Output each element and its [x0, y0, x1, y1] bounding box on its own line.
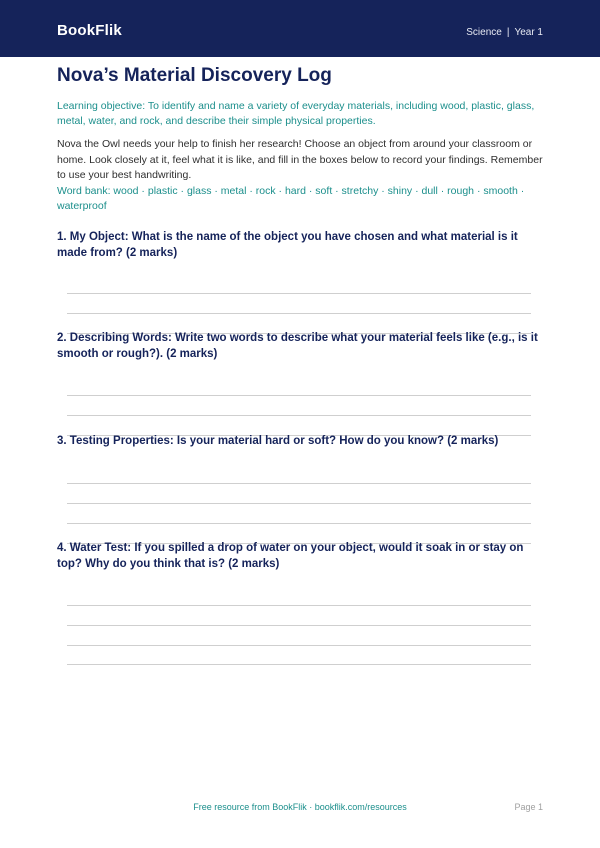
page-title: Nova’s Material Discovery Log	[57, 65, 332, 86]
year-label: Year 1	[514, 27, 543, 38]
header-separator: |	[506, 27, 510, 38]
subject-year-label	[466, 27, 543, 38]
subject-label: Science	[466, 27, 502, 38]
learning-objective: Learning objective: To identify and name a variety of everyday materials, including wood, plastic, glass, metal, water, and rock, and describe their simple physical properties.	[57, 100, 535, 127]
answer-line-1b[interactable]	[67, 313, 531, 314]
brand-logo: BookFlik	[57, 22, 122, 39]
answer-line-1a[interactable]	[67, 293, 531, 294]
word-bank: Word bank: wood · plastic · glass · metal · rock · hard · soft · stretchy · shiny · dull · rough · smooth · waterproof	[57, 185, 525, 212]
answer-line-4b[interactable]	[67, 625, 531, 626]
answer-line-2a[interactable]	[67, 395, 531, 396]
question-3: 3. Testing Properties: Is your material hard or soft? How do you know? (2 marks)	[57, 435, 499, 447]
question-4: 4. Water Test: If you spilled a drop of water on your object, would it soak in or stay on top? Why do you think that is? (2 marks)	[57, 542, 524, 570]
page-number: Page 1	[514, 802, 543, 812]
answer-line-3b[interactable]	[67, 503, 531, 504]
header-bar	[0, 0, 600, 57]
question-1: 1. My Object: What is the name of the object you have chosen and what material is it made from? (2 marks)	[57, 231, 518, 259]
answer-line-3c[interactable]	[67, 523, 531, 524]
question-2: 2. Describing Words: Write two words to describe what your material feels like (e.g., is it smooth or rough?). (2 marks)	[57, 332, 538, 360]
answer-line-4c[interactable]	[67, 645, 531, 646]
answer-line-3a[interactable]	[67, 483, 531, 484]
answer-line-4d[interactable]	[67, 664, 531, 665]
answer-line-2b[interactable]	[67, 415, 531, 416]
intro-text: Nova the Owl needs your help to finish her research! Choose an object from around your classroom or home. Look closely at it, feel what it is like, and fill in the boxes below to record your findings. Remember to use your best handwriting.	[57, 138, 543, 181]
answer-line-4a[interactable]	[67, 605, 531, 606]
footer-credit: Free resource from BookFlik · bookflik.com/resources	[193, 802, 407, 812]
